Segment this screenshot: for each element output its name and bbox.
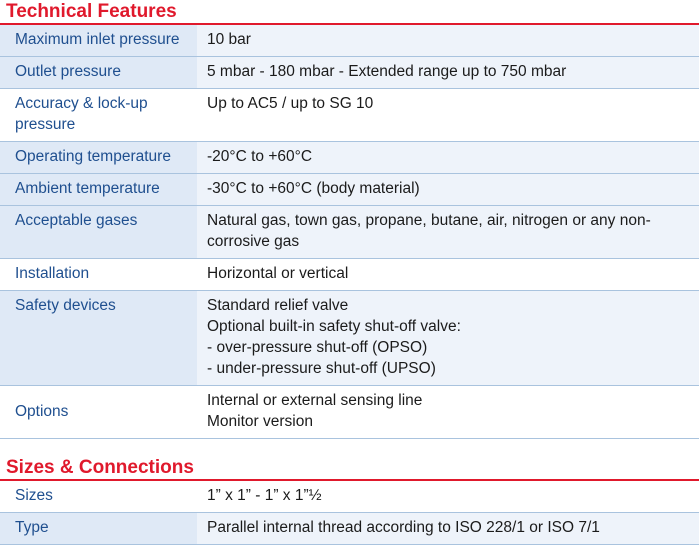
section-title-technical-features: Technical Features — [0, 0, 699, 25]
table-row-installation — [0, 259, 699, 291]
section-title-sizes-connections: Sizes & Connections — [0, 456, 699, 481]
table-row-maximum-inlet-pressure — [0, 25, 699, 57]
table-row-operating-temperature — [0, 142, 699, 174]
row-label: Installation — [0, 259, 197, 291]
value-line: - over-pressure shut-off (OPSO) — [207, 339, 428, 356]
row-label — [0, 89, 197, 142]
row-value — [197, 481, 699, 513]
row-value — [197, 206, 699, 259]
section-spacer — [0, 439, 699, 456]
value-line: Parallel internal thread according to ISO 228/1 or ISO 7/1 — [207, 519, 600, 536]
table-row-accuracy-lock-up-pressure — [0, 89, 699, 142]
row-label: Maximum inlet pressure — [0, 25, 197, 57]
value-line: Horizontal or vertical — [207, 265, 349, 282]
row-value — [197, 142, 699, 174]
row-value — [197, 25, 699, 57]
value-line: -30°C to +60°C (body material) — [207, 180, 420, 197]
value-line: Up to AC5 / up to SG 10 — [207, 95, 374, 112]
row-value — [197, 386, 699, 439]
row-label: Acceptable gases — [0, 206, 197, 259]
label-line: Accuracy & lock-up — [15, 95, 148, 112]
value-line: Monitor version — [207, 413, 313, 430]
row-label: Sizes — [0, 481, 197, 513]
row-label: Type — [0, 513, 197, 545]
row-value — [197, 259, 699, 291]
table-row-sizes — [0, 481, 699, 513]
value-line: 10 bar — [207, 31, 251, 48]
table-row-acceptable-gases — [0, 206, 699, 259]
table-row-type — [0, 513, 699, 545]
row-value — [197, 89, 699, 142]
table-row-options — [0, 386, 699, 439]
value-line: Internal or external sensing line — [207, 392, 423, 409]
row-label: Ambient temperature — [0, 174, 197, 206]
row-value — [197, 291, 699, 386]
row-value — [197, 174, 699, 206]
value-line: -20°C to +60°C — [207, 148, 313, 165]
row-label: Operating temperature — [0, 142, 197, 174]
row-value — [197, 513, 699, 545]
technical-features-table — [0, 25, 699, 439]
value-line: 1” x 1” - 1” x 1”½ — [207, 487, 322, 504]
sizes-connections-table — [0, 481, 699, 545]
row-label: Safety devices — [0, 291, 197, 386]
row-label: Outlet pressure — [0, 57, 197, 89]
table-row-safety-devices — [0, 291, 699, 386]
value-line: 5 mbar - 180 mbar - Extended range up to 750 mbar — [207, 63, 567, 80]
row-value — [197, 57, 699, 89]
value-line: corrosive gas — [207, 233, 300, 250]
value-line: Standard relief valve — [207, 297, 349, 314]
row-label: Options — [0, 386, 197, 439]
table-row-ambient-temperature — [0, 174, 699, 206]
value-line: Natural gas, town gas, propane, butane, air, nitrogen or any non- — [207, 212, 651, 229]
label-line: pressure — [15, 116, 76, 133]
value-line: - under-pressure shut-off (UPSO) — [207, 360, 436, 377]
table-row-outlet-pressure — [0, 57, 699, 89]
value-line: Optional built-in safety shut-off valve: — [207, 318, 461, 335]
